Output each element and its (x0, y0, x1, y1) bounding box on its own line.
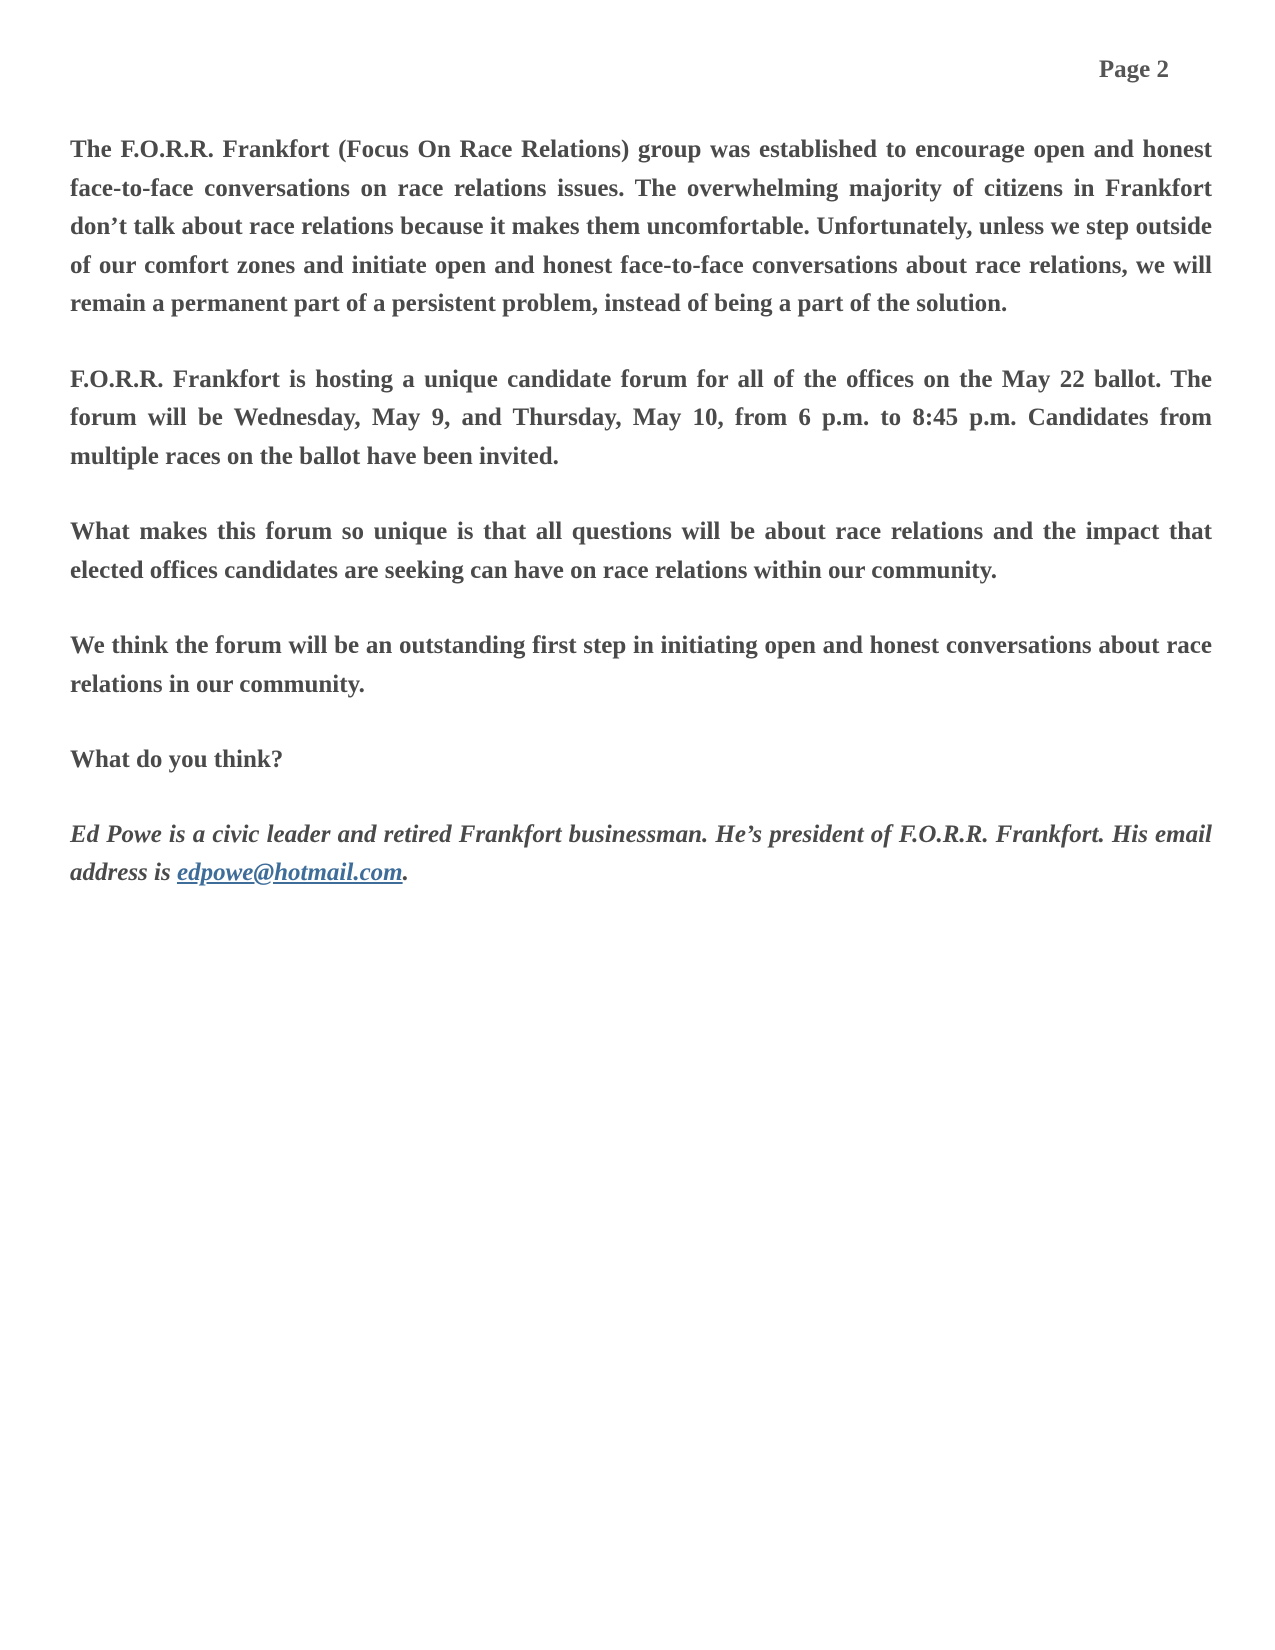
paragraph-first-step: We think the forum will be an outstanding first step in initiating open and honest conversations about race relations in our community. (70, 632, 1212, 698)
author-bio (70, 816, 1212, 893)
paragraph-forum-announcement: F.O.R.R. Frankfort is hosting a unique candidate forum for all of the offices on the May 22 ballot. The forum will be Wednesday, May 9, and Thursday, May 10, from 6 p.m. to 8:45 p.m. Candidates from multiple races on the ballot have been invited. (70, 365, 1212, 470)
author-email-link[interactable]: edpowe@hotmail.com (176, 859, 403, 886)
author-bio-period: . (402, 859, 409, 886)
article-body (70, 131, 1212, 893)
author-bio-text: Ed Powe is a civic leader and retired Frankfort businessman. He’s president of F.O.R.R. Frankfort. His email address is (70, 820, 1212, 886)
page-number: Page 2 (1098, 56, 1169, 83)
paragraph-question: What do you think? (70, 746, 284, 773)
paragraph-intro: The F.O.R.R. Frankfort (Focus On Race Relations) group was established to encourage open and honest face-to-face conversations on race relations issues. The overwhelming majority of citizens in Frankfort don’t talk about race relations because it makes them uncomfortable. Unfortunately, unless we step outside of our comfort zones and initiate open and honest face-to-face conversations about race relations, we will remain a permanent part of a persistent problem, instead of being a part of the solution. (70, 136, 1212, 317)
paragraph-forum-unique: What makes this forum so unique is that all questions will be about race relations and the impact that elected offices candidates are seeking can have on race relations within our community. (70, 518, 1212, 584)
